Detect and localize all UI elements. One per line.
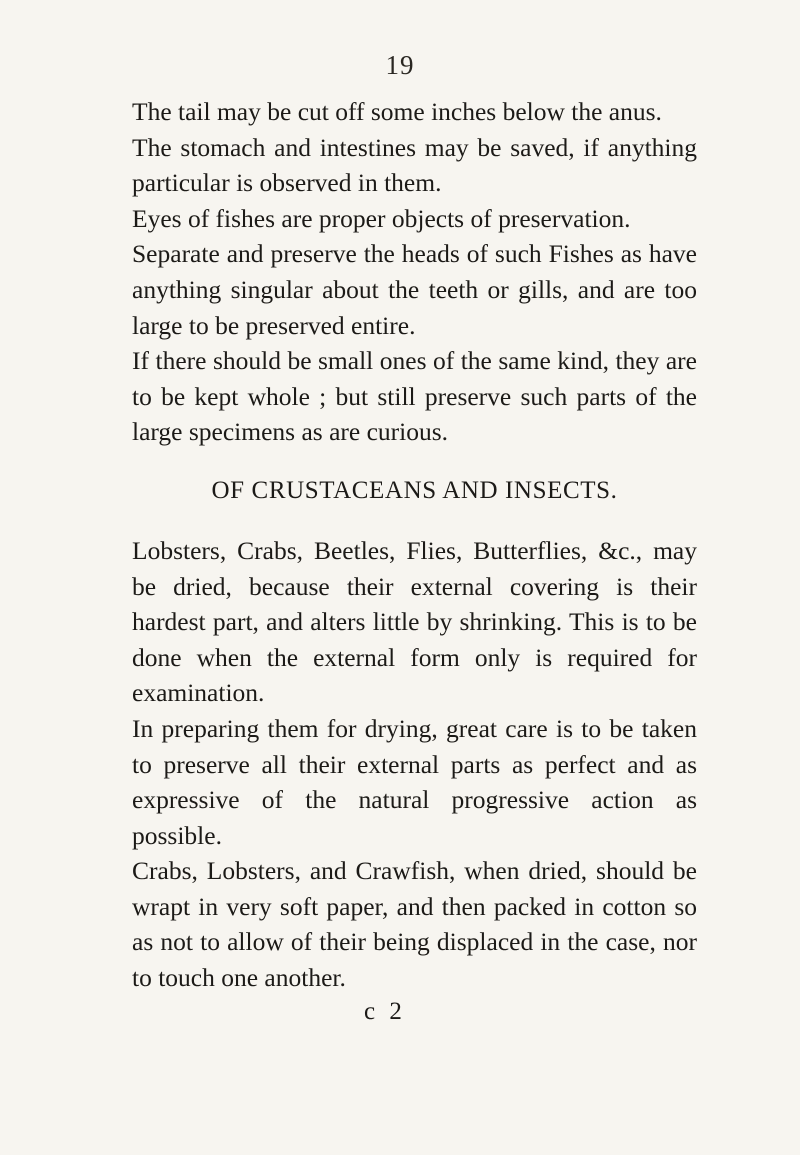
page-text bbox=[132, 94, 697, 1028]
paragraph-drying: Lobsters, Crabs, Beetles, Flies, Butterflies, &c., may be dried, because their external covering is their hardest part, and alters little by shrinking. This is to be done when the external form only is required for examination. bbox=[132, 535, 697, 708]
paragraph-eyes: Eyes of fishes are proper objects of preservation. bbox=[132, 203, 631, 233]
paragraph-packing: Crabs, Lobsters, and Crawfish, when dried, should be wrapt in very soft paper, and then packed in cotton so as not to allow of their being displaced in the case, nor to touch one another. bbox=[132, 856, 697, 993]
paragraph-preparing: In preparing them for drying, great care is to be taken to preserve all their external parts as perfect and as expressive of the natural progressive action as possible. bbox=[132, 713, 697, 850]
page-number: 19 bbox=[385, 50, 415, 80]
paragraph-heads: Separate and preserve the heads of such Fishes as have anything singular about the teeth or gills, and are too large to be preserved entire. bbox=[132, 239, 697, 340]
signature-mark: c 2 bbox=[364, 997, 406, 1025]
paragraph-small-ones: If there should be small ones of the same kind, they are to be kept whole ; but still preserve such parts of the large specimens as are curious. bbox=[132, 346, 697, 447]
paragraph-tail: The tail may be cut off some inches below the anus. bbox=[132, 97, 662, 126]
paragraph-stomach: The stomach and intestines may be saved, if anything particular is observed in them. bbox=[132, 132, 697, 198]
section-heading: OF CRUSTACEANS AND INSECTS. bbox=[211, 476, 618, 504]
